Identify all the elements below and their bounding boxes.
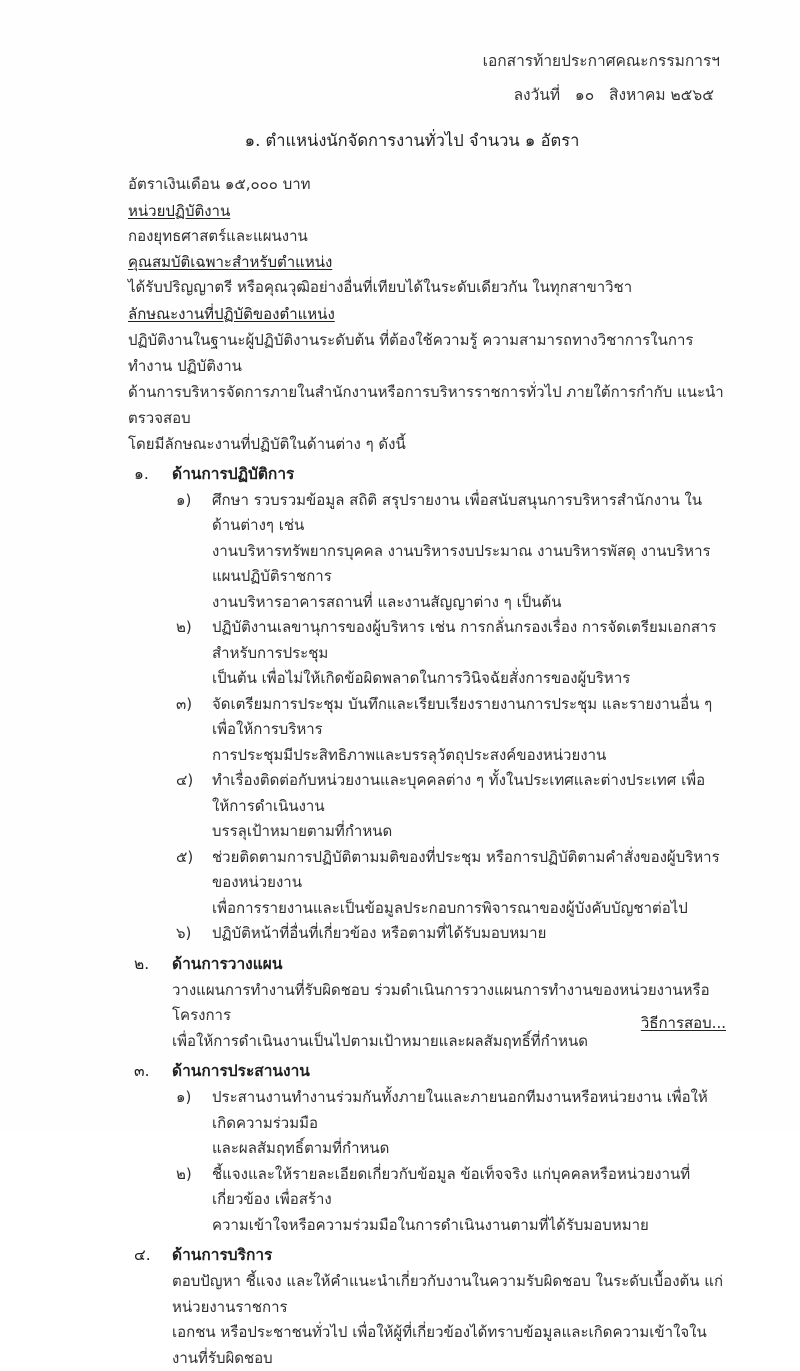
duty-section-title: ด้านการวางแผน (172, 954, 283, 973)
unit-value: กองยุทธศาสตร์และแผนงาน (128, 226, 308, 245)
duty-section-heading (128, 951, 726, 978)
header-line-1: เอกสารท้ายประกาศคณะกรรมการฯ (482, 52, 720, 70)
duty-subitem-line: การประชุมมีประสิทธิภาพและบรรลุวัตถุประสงค์ของหน่วยงาน (212, 745, 607, 764)
duty-subitem-text (212, 1162, 726, 1239)
duty-subitem (172, 615, 726, 692)
duty-subitem-number: ๑) (176, 1088, 192, 1106)
duty-subitem-line: งานบริหารอาคารสถานที่ และงานสัญญาต่าง ๆ เป็นต้น (212, 592, 562, 611)
duty-section (128, 1058, 726, 1238)
duty-section-number: ๒. (134, 954, 150, 973)
duty-subitem-text (212, 488, 726, 616)
duty-subitem-number: ๔) (176, 771, 194, 789)
duties-intro (128, 327, 726, 457)
duty-subitem-number: ๑) (176, 490, 192, 509)
duty-subitem-line: เป็นต้น เพื่อไม่ให้เกิดข้อผิดพลาดในการวินิจฉัยสั่งการของผู้บริหาร (212, 669, 631, 687)
duty-subitem-line: ชี้แจงและให้รายละเอียดเกี่ยวกับข้อมูล ข้อเท็จจริง แก่บุคคลหรือหน่วยงานที่เกี่ยวข้อง เพื่อสร้าง (212, 1164, 691, 1208)
duty-section-number: ๔. (134, 1246, 151, 1264)
duty-section-body-line: วางแผนการทำงานที่รับผิดชอบ ร่วมดำเนินการวางแผนการทำงานของหน่วยงานหรือโครงการ (172, 980, 710, 1024)
duty-subitem-number: ๒) (176, 618, 192, 636)
duty-section-body-line: เอกชน หรือประชาชนทั่วไป เพื่อให้ผู้ที่เกี่ยวข้องได้ทราบข้อมูลและเกิดความเข้าใจในงานที่รับผิดชอบ (172, 1323, 707, 1367)
duty-subitem-text (212, 1085, 726, 1162)
duty-subitem (172, 921, 726, 947)
qualification-label-row (128, 249, 726, 275)
duty-subitem-line: ความเข้าใจหรือความร่วมมือในการดำเนินงานตามที่ได้รับมอบหมาย (212, 1215, 649, 1234)
qualification-label: คุณสมบัติเฉพาะสำหรับตำแหน่ง (128, 253, 333, 271)
duty-section-body (172, 1269, 726, 1371)
unit-label: หน่วยปฏิบัติงาน (128, 201, 231, 220)
duties-intro-line-3: โดยมีลักษณะงานที่ปฏิบัติในด้านต่าง ๆ ดังนี้ (128, 434, 406, 453)
duty-section (128, 1242, 726, 1371)
duty-subitem (172, 768, 726, 845)
duty-subitem-line: เพื่อการรายงานและเป็นข้อมูลประกอบการพิจารณาของผู้บังคับบัญชาต่อไป (212, 898, 688, 917)
duty-subitem-line: ทำเรื่องติดต่อกับหน่วยงานและบุคคลต่าง ๆ ทั้งในประเทศและต่างประเทศ เพื่อให้การดำเนินงาน (212, 771, 706, 815)
duty-section-title: ด้านการปฏิบัติการ (172, 464, 295, 483)
duty-subitem-line: บรรลุเป้าหมายตามที่กำหนด (212, 822, 393, 840)
duty-subitem-text (212, 615, 726, 692)
document-footer (641, 1012, 726, 1034)
qualification-value: ได้รับปริญญาตรี หรือคุณวุฒิอย่างอื่นที่เทียบได้ในระดับเดียวกัน ในทุกสาขาวิชา (128, 278, 633, 296)
duty-subitem-text (212, 768, 726, 845)
duty-section (128, 951, 726, 1055)
document-header (128, 44, 726, 112)
duties-label: ลักษณะงานที่ปฏิบัติของตำแหน่ง (128, 304, 335, 323)
duties-label-row (128, 301, 726, 327)
duty-section-heading (128, 1058, 726, 1085)
duty-subitem (172, 1085, 726, 1162)
duty-subitem (172, 1162, 726, 1239)
duty-subitem-number: ๖) (176, 924, 192, 942)
duty-subitem-line: ปฏิบัติหน้าที่อื่นที่เกี่ยวข้อง หรือตามที่ได้รับมอบหมาย (212, 924, 547, 942)
duty-section (128, 461, 726, 947)
duty-section-heading (128, 461, 726, 488)
page-title: ๑. ตำแหน่งนักจัดการงานทั่วไป จำนวน ๑ อัตรา (244, 131, 580, 150)
header-line-2: ลงวันที่ ๑๐ สิงหาคม ๒๕๖๕ (513, 86, 714, 104)
duty-subitem-text (212, 921, 726, 947)
duty-subitem-line: ประสานงานทำงานร่วมกันทั้งภายในและภายนอกทีมงานหรือหน่วยงาน เพื่อให้เกิดความร่วมมือ (212, 1088, 708, 1132)
duty-subitem-line: ช่วยติดตามการปฏิบัติตามมติของที่ประชุม หรือการปฏิบัติตามคำสั่งของผู้บริหารของหน่วยงาน (212, 847, 720, 891)
duty-subitem-text (212, 692, 726, 769)
duties-intro-line-1: ปฏิบัติงานในฐานะผู้ปฏิบัติงานระดับต้น ที่ต้องใช้ความรู้ ความสามารถทางวิชาการในการทำงาน ปฏิบัติงาน (128, 330, 694, 375)
duty-section-title: ด้านการบริการ (172, 1246, 273, 1264)
duty-section-heading (128, 1242, 726, 1269)
unit-label-row (128, 198, 726, 224)
duty-section-number: ๓. (134, 1062, 150, 1080)
duty-section-title: ด้านการประสานงาน (172, 1062, 310, 1080)
duty-subitem-number: ๕) (176, 847, 194, 866)
duty-subitem (172, 488, 726, 616)
footer-continuation-note: วิธีการสอบ... (640, 1014, 726, 1032)
duty-subitem-number: ๒) (176, 1164, 192, 1183)
duty-subitem-text (212, 845, 726, 922)
duty-subitem-line: ปฏิบัติงานเลขานุการของผู้บริหาร เช่น การกลั่นกรองเรื่อง การจัดเตรียมเอกสารสำหรับการประชุม (212, 618, 717, 662)
duty-section-body-line: ตอบปัญหา ชี้แจง และให้คำแนะนำเกี่ยวกับงานในความรับผิดชอบ ในระดับเบื้องต้น แก่หน่วยงานราชการ (172, 1272, 724, 1316)
duty-subitem (172, 845, 726, 922)
duty-subitem-line: ศึกษา รวบรวมข้อมูล สถิติ สรุปรายงาน เพื่อสนับสนุนการบริหารสำนักงาน ในด้านต่างๆ เช่น (212, 490, 703, 534)
duty-section-number: ๑. (134, 464, 149, 483)
duty-subitem-number: ๓) (176, 694, 193, 713)
duty-subitem (172, 692, 726, 769)
duties-intro-line-2: ด้านการบริหารจัดการภายในสำนักงานหรือการบริหารราชการทั่วไป ภายใต้การกำกับ แนะนำ ตรวจสอบ (128, 382, 724, 427)
duty-section-body-line: เพื่อให้การดำเนินงานเป็นไปตามเป้าหมายและผลสัมฤทธิ์ที่กำหนด (172, 1031, 589, 1050)
duty-subitem-line: งานบริหารทรัพยากรบุคคล งานบริหารงบประมาณ งานบริหารพัสดุ งานบริหารแผนปฏิบัติราชการ (212, 541, 711, 585)
duty-subitem-line: จัดเตรียมการประชุม บันทึกและเรียบเรียงรายงานการประชุม และรายงานอื่น ๆ เพื่อให้การบริหาร (212, 694, 713, 738)
duty-subitem-line: และผลสัมฤทธิ์ตามที่กำหนด (212, 1139, 390, 1157)
salary-line: อัตราเงินเดือน ๑๕,๐๐๐ บาท (128, 175, 311, 193)
